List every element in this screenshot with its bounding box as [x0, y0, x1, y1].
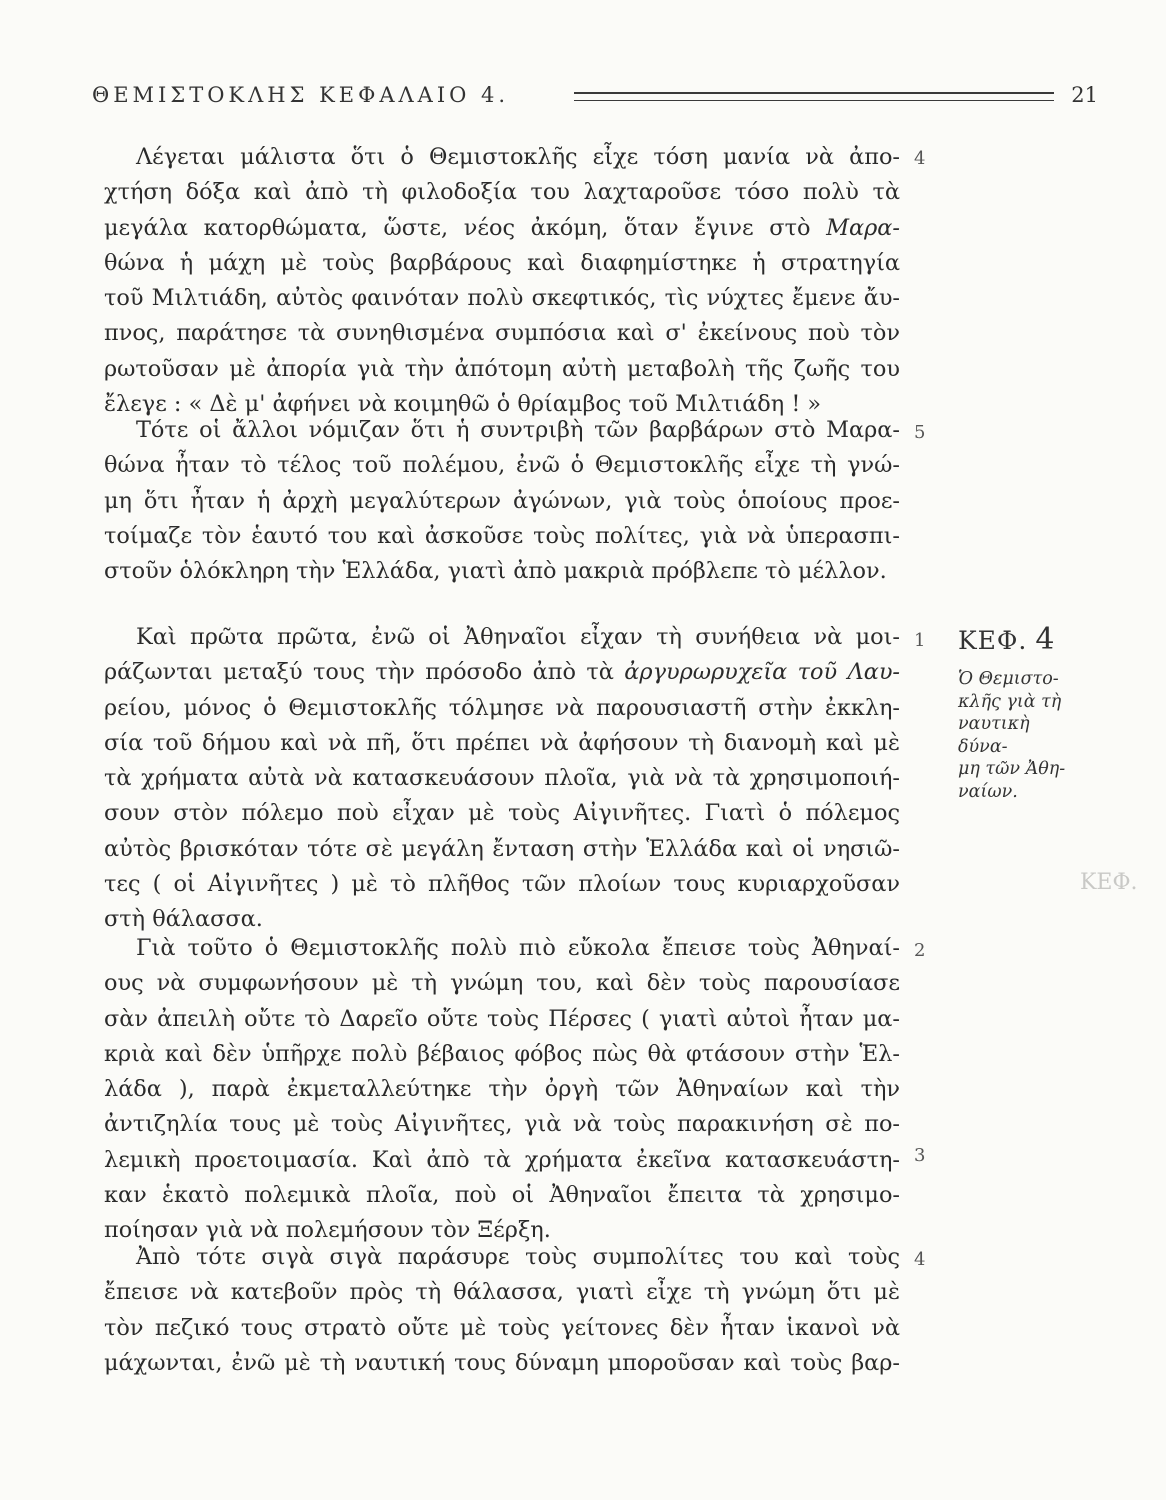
paragraph-4: [104, 931, 900, 1249]
sidebar-note-line: ναίων.: [958, 781, 1018, 802]
sidebar-heading-label: ΚΕΦ.: [958, 626, 1028, 655]
text-line: ἀντιζηλία τους μὲ τοὺς Αἰγινῆτες, γιὰ νὰ τοὺς παρακινήση σὲ πο-: [104, 1111, 900, 1138]
text-line: λάδα ), παρὰ ἐκμεταλλεύτηκε τὴν ὀργὴ τῶν Ἀθηναίων καὶ τὴν: [104, 1076, 900, 1103]
text-line: τες ( οἱ Αἰγινῆτες ) μὲ τὸ πλῆθος τῶν πλοίων τους κυριαρχοῦσαν: [104, 871, 900, 898]
margin-number: 1: [914, 630, 926, 651]
italic-term: ἀργυρωρυχεῖα τοῦ Λαυ-: [624, 659, 900, 686]
text-line: τὸν πεζικό τους στρατὸ οὔτε μὲ τοὺς γείτονες δὲν ἦταν ἱκανοὶ νὰ: [104, 1314, 900, 1341]
text-line: σουν στὸν πόλεμο ποὺ εἶχαν μὲ τοὺς Αἰγινῆτες. Γιατὶ ὁ πόλεμος: [104, 800, 900, 827]
text-line: ἔπεισε νὰ κατεβοῦν πρὸς τὴ θάλασσα, γιατὶ εἶχε τὴ γνώμη ὅτι μὲ: [104, 1279, 900, 1306]
sidebar-heading: [958, 622, 1055, 657]
text-line: Καὶ πρῶτα πρῶτα, ἐνῶ οἱ Ἀθηναῖοι εἶχαν τὴ συνήθεια νὰ μοι-: [136, 624, 900, 650]
text-line: Τότε οἱ ἄλλοι νόμιζαν ὅτι ἡ συντριβὴ τῶν βαρβάρων στὸ Μαρα-: [136, 417, 900, 443]
text-line: ρωτοῦσαν μὲ ἀπορία γιὰ τὴν ἀπότομη αὐτὴ μεταβολὴ τῆς ζωῆς του: [104, 355, 900, 382]
text-line: Γιὰ τοῦτο ὁ Θεμιστοκλῆς πολὺ πιὸ εὔκολα ἔπεισε τοὺς Ἀθηναί-: [136, 935, 900, 961]
text-line: τὰ χρήματα αὐτὰ νὰ κατασκευάσουν πλοῖα, γιὰ νὰ τὰ χρησιμοποιή-: [104, 765, 900, 792]
text-line: χτήση δόξα καὶ ἀπὸ τὴ φιλοδοξία του λαχταροῦσε τόσο πολὺ τὰ: [104, 179, 900, 206]
sidebar-note-line: μη τῶν Ἀθη-: [958, 759, 1066, 779]
text-line: μη ὅτι ἦταν ἡ ἀρχὴ μεγαλύτερων ἀγώνων, γιὰ τοὺς ὁποίους προε-: [104, 487, 900, 514]
text-line: ους νὰ συμφωνήσουν μὲ τὴ γνώμη του, καὶ δὲν τοὺς παρουσίασε: [104, 970, 900, 997]
text-line: κριὰ καὶ δὲν ὑπῆρχε πολὺ βέβαιος φόβος πὼς θὰ φτάσουν στὴν Ἑλ-: [104, 1040, 900, 1067]
margin-number: 4: [914, 1249, 926, 1270]
text-line: Λέγεται μάλιστα ὅτι ὁ Θεμιστοκλῆς εἶχε τόση μανία νὰ ἀπο-: [136, 144, 900, 170]
sidebar-heading-number: 4: [1035, 622, 1056, 657]
text-line: στὴ θάλασσα.: [104, 906, 263, 933]
text-line: τοῦ Μιλτιάδη, αὐτὸς φαινόταν πολὺ σκεφτικός, τὶς νύχτες ἔμενε ἄυ-: [104, 285, 900, 312]
text-line: Ἀπὸ τότε σιγὰ σιγὰ παράσυρε τοὺς συμπολίτες του καὶ τοὺς: [136, 1244, 900, 1270]
margin-number: 4: [914, 148, 926, 169]
text-line: λεμικὴ προετοιμασία. Καὶ ἀπὸ τὰ χρήματα ἐκεῖνα κατασκευάστη-: [104, 1146, 900, 1173]
text-line: τοίμαζε τὸν ἑαυτό του καὶ ἀσκοῦσε τοὺς πολίτες, γιὰ νὰ ὑπερασπι-: [104, 522, 900, 549]
text-line: πνος, παράτησε τὰ συνηθισμένα συμπόσια καὶ σ' ἐκείνους ποὺ τὸν: [104, 320, 900, 347]
sidebar-note-line: Ὁ Θεμιστο-: [958, 669, 1059, 689]
text-line: ἔλεγε : « Δὲ μ' ἀφήνει νὰ κοιμηθῶ ὁ θρίαμβος τοῦ Μιλτιάδη ! »: [104, 391, 822, 418]
italic-term: Μαρα-: [826, 214, 900, 241]
sidebar-note-line: ναυτικὴ δύνα-: [958, 714, 1030, 757]
sidebar-note-line: κλῆς γιὰ τὴ: [958, 691, 1062, 712]
bleed-through-text: ΚΕΦ.: [1080, 870, 1138, 895]
sidebar-note: [958, 668, 1068, 803]
margin-number: 3: [914, 1145, 926, 1166]
text-line: μάχωνται, ἐνῶ μὲ τὴ ναυτική τους δύναμη μποροῦσαν καὶ τοὺς βαρ-: [104, 1349, 900, 1376]
paragraph-5: [104, 1240, 900, 1381]
text-line: θώνα ἡ μάχη μὲ τοὺς βαρβάρους καὶ διαφημίστηκε ἡ στρατηγία: [104, 249, 900, 276]
text-line: [104, 655, 900, 690]
paragraph-2: [104, 413, 900, 589]
text-segment: ράζωνται μεταξύ τους τὴν πρόσοδο ἀπὸ τὰ: [104, 659, 625, 686]
text-line: σὰν ἀπειλὴ οὔτε τὸ Δαρεῖο οὔτε τοὺς Πέρσες ( γιατὶ αὐτοὶ ἦταν μα-: [104, 1005, 900, 1032]
running-title: ΘΕΜΙΣΤΟΚΛΗΣ ΚΕΦΑΛΑΙΟ 4.: [92, 83, 510, 107]
text-line: θώνα ἦταν τὸ τέλος τοῦ πολέμου, ἐνῶ ὁ Θεμιστοκλῆς εἶχε τὴ γνώ-: [104, 452, 900, 479]
page-number: 21: [1071, 83, 1098, 107]
header-rule: [574, 92, 1054, 101]
page-header: [92, 83, 1098, 111]
text-line: ρείου, μόνος ὁ Θεμιστοκλῆς τόλμησε νὰ παρουσιαστῆ στὴν ἐκκλη-: [104, 694, 900, 721]
text-line: στοῦν ὁλόκληρη τὴν Ἑλλάδα, γιατὶ ἀπὸ μακριὰ πρόβλεπε τὸ μέλλον.: [104, 558, 887, 585]
margin-number: 5: [914, 422, 926, 443]
text-segment: μεγάλα κατορθώματα, ὥστε, νέος ἀκόμη, ὅταν ἔγινε στὸ: [104, 214, 827, 241]
margin-number: 2: [914, 940, 926, 961]
text-line: ποίησαν γιὰ νὰ πολεμήσουν τὸν Ξέρξη.: [104, 1217, 551, 1244]
paragraph-1: [104, 140, 900, 422]
text-line: [104, 211, 900, 246]
text-line: αὐτὸς βρισκόταν τότε σὲ μεγάλη ἔνταση στὴν Ἑλλάδα καὶ οἱ νησιῶ-: [104, 835, 900, 862]
paragraph-3: [104, 620, 900, 938]
text-line: καν ἑκατὸ πολεμικὰ πλοῖα, ποὺ οἱ Ἀθηναῖοι ἔπειτα τὰ χρησιμο-: [104, 1182, 900, 1209]
text-line: σία τοῦ δήμου καὶ νὰ πῆ, ὅτι πρέπει νὰ ἀφήσουν τὴ διανομὴ καὶ μὲ: [104, 729, 900, 756]
